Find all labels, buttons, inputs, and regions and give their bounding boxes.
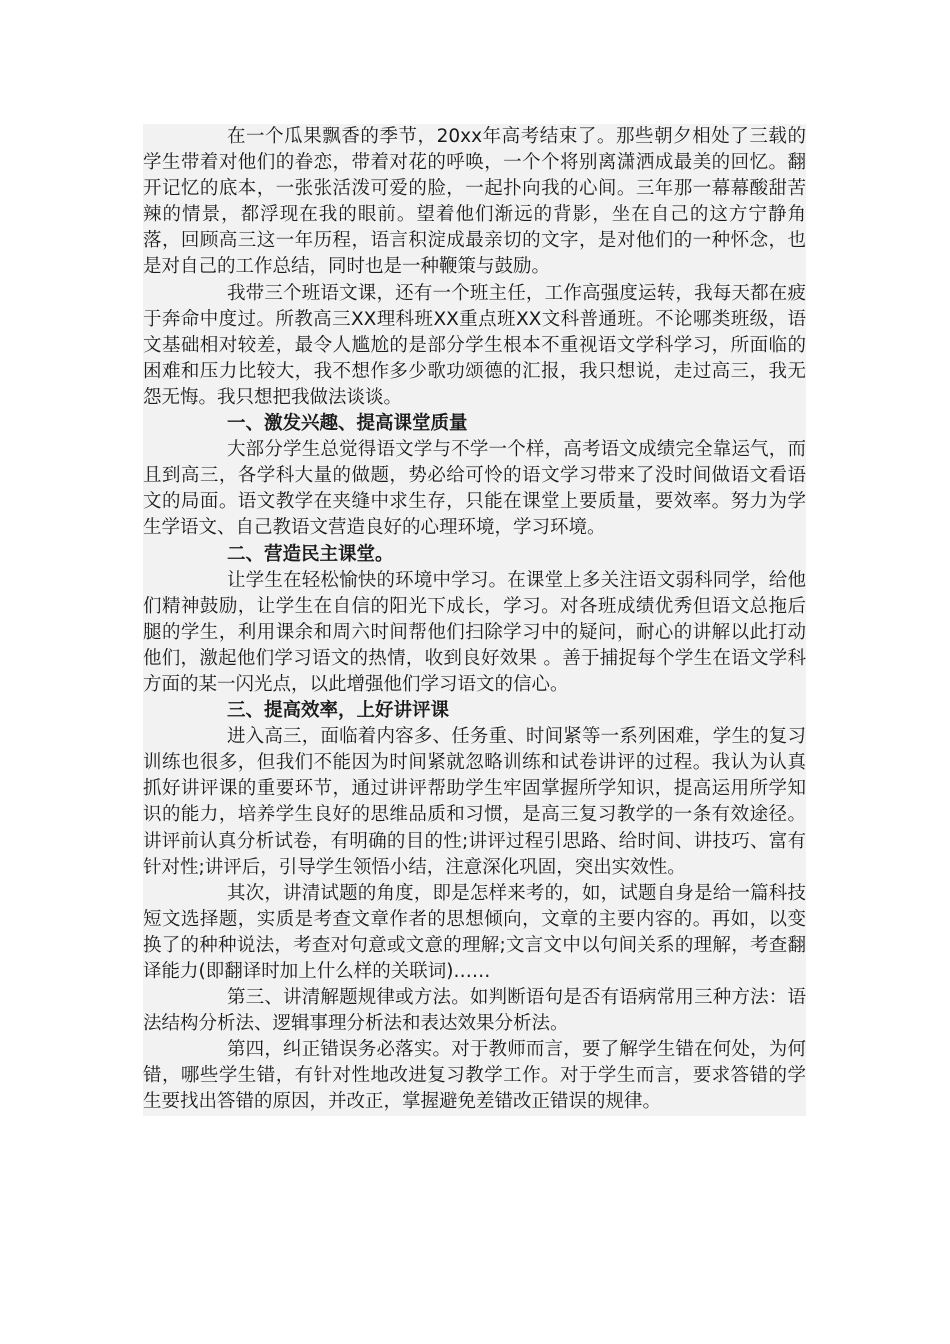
paragraph-section-2: 让学生在轻松愉快的环境中学习。在课堂上多关注语文弱科同学，给他们精神鼓励，让学生在自信的阳光下成长，学习。对各班成绩优秀但语文总拖后腿的学生，利用课余和周六时间帮他们扫除学习中的疑问，耐心的讲解以此打动他们，激起他们学习语文的热情，收到良好效果 。善于捕捉每个学生在语文学科方面的某一闪光点，以此增强他们学习语文的信心。 [143, 569, 806, 695]
paragraph-workload: 我带三个班语文课，还有一个班主任，工作高强度运转，我每天都在疲于奔命中度过。所教高三XX理科班XX重点班XX文科普通班。不论哪类班级，语文基础相对较差，最令人尴尬的是部分学生根本不重视语文学科学习，所面临的困难和压力比较大，我不想作多少歌功颂德的汇报，我只想说，走过高三，我无怨无悔。我只想把我做法谈谈。 [143, 282, 806, 408]
section-heading-3: 三、提高效率，上好讲评课 [227, 700, 450, 722]
paragraph-fourth-point: 第四，纠正错误务必落实。对于教师而言，要了解学生错在何处，为何错，哪些学生错，有针对性地改进复习教学工作。对于学生而言，要求答错的学生要找出答错的原因，并改正，掌握避免差错改正错误的规律。 [143, 1039, 806, 1113]
paragraph-section-1: 大部分学生总觉得语文学与不学一个样，高考语文成绩完全靠运气，而且到高三，各学科大量的做题，势必给可怜的语文学习带来了没时间做语文看语文的局面。语文教学在夹缝中求生存，只能在课堂上要质量，要效率。努力为学生学语文、自己教语文营造良好的心理环境，学习环境。 [143, 439, 806, 539]
section-heading-1: 一、激发兴趣、提高课堂质量 [227, 413, 468, 435]
paragraph-intro: 在一个瓜果飘香的季节，20xx年高考结束了。那些朝夕相处了三载的学生带着对他们的眷恋，带着对花的呼唤，一个个将别离潇洒成最美的回忆。翻开记忆的底本，一张张活泼可爱的脸，一起扑向我的心间。三年那一幕幕酸甜苦辣的情景，都浮现在我的眼前。望着他们渐远的背影，坐在自己的这方宁静角落，回顾高三这一年历程，语言积淀成最亲切的文字，是对他们的一种怀念，也是对自己的工作总结，同时也是一种鞭策与鼓励。 [143, 126, 806, 278]
document-body [143, 124, 806, 1116]
paragraph-second-point: 其次，讲清试题的角度，即是怎样来考的，如，试题自身是给一篇科技短文选择题，实质是考查文章作者的思想倾向，文章的主要内容的。再如，以变换了的种种说法，考查对句意或文意的理解;文言文中以句间关系的理解，考查翻译能力(即翻译时加上什么样的关联词)…… [143, 882, 806, 982]
paragraph-section-3: 进入高三，面临着内容多、任务重、时间紧等一系列困难，学生的复习训练也很多，但我们不能因为时间紧就忽略训练和试卷讲评的过程。我认为认真抓好讲评课的重要环节，通过讲评帮助学生牢固掌握所学知识，提高运用所学知识的能力，培养学生良好的思维品质和习惯，是高三复习教学的一条有效途径。讲评前认真分析试卷，有明确的目的性;讲评过程引思路、给时间、讲技巧、富有针对性;讲评后，引导学生领悟小结，注意深化巩固，突出实效性。 [143, 726, 806, 878]
section-heading-2: 二、营造民主课堂。 [227, 543, 394, 565]
paragraph-third-point: 第三、讲清解题规律或方法。如判断语句是否有语病常用三种方法：语法结构分析法、逻辑事理分析法和表达效果分析法。 [143, 987, 806, 1035]
